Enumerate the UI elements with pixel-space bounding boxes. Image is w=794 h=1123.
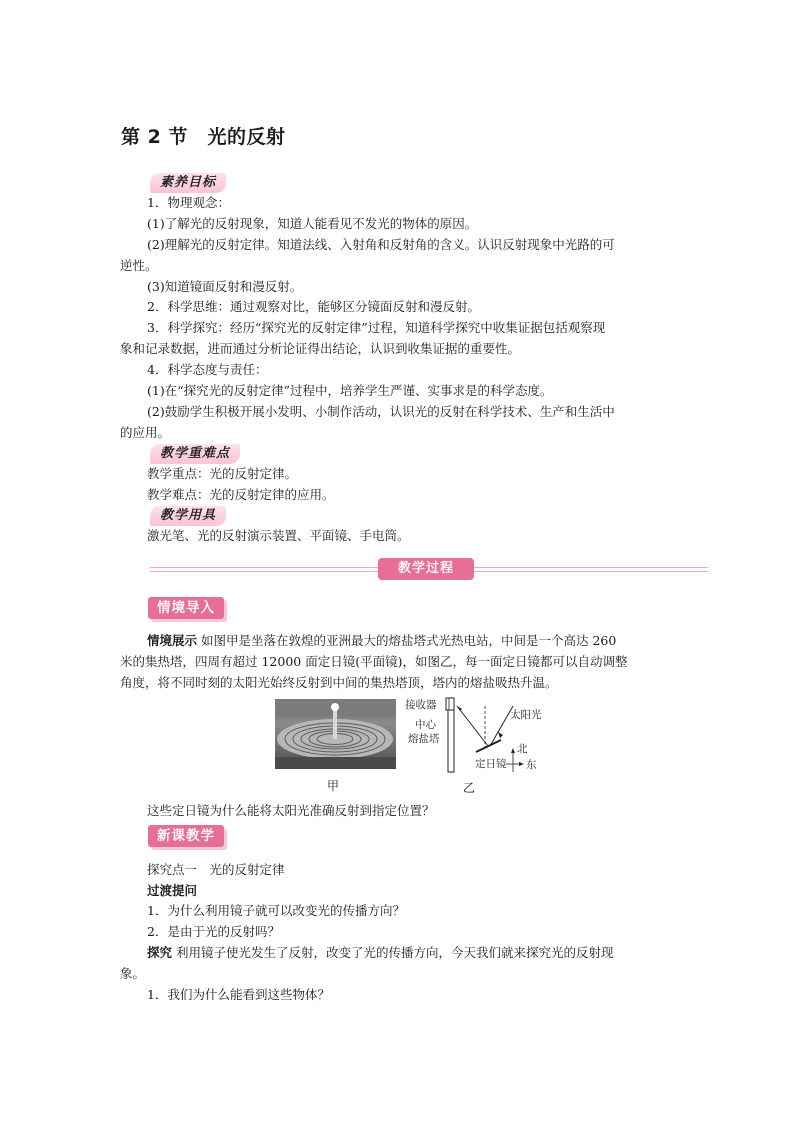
diagram-label-east: 东 bbox=[526, 759, 537, 771]
heliostat-diagram bbox=[400, 696, 590, 774]
reflected-ray bbox=[457, 706, 488, 746]
explore-text: 利用镜子使光发生了反射，改变了光的传播方向，今天我们就来探究光的反射现 bbox=[176, 945, 614, 960]
goal-line: (2)理解光的反射定律。知道法线、入射角和反射角的含义。认识反射现象中光路的可 bbox=[147, 237, 615, 252]
goal-line: (1)了解光的反射现象，知道人能看见不发光的物体的原因。 bbox=[147, 216, 478, 231]
process-label: 教学过程 bbox=[378, 558, 474, 580]
goal-line: 象和记录数据，进而通过分析论证得出结论，认识到收集证据的重要性。 bbox=[120, 341, 521, 356]
goal-line: 2．科学思维：通过观察对比，能够区分镜面反射和漫反射。 bbox=[147, 299, 480, 314]
page-title: 第 2 节 光的反射 bbox=[121, 126, 286, 148]
explore-lead: 探究 bbox=[147, 945, 173, 960]
goal-line: (1)在“探究光的反射定律”过程中，培养学生严谨、实事求是的科学态度。 bbox=[147, 383, 553, 398]
goal-line: (2)鼓励学生积极开展小发明、小制作活动，认识光的反射在科学技术、生产和生活中 bbox=[147, 404, 615, 419]
diagram-label-mirror: 定日镜 bbox=[475, 758, 507, 770]
heliostat-mirror bbox=[476, 740, 501, 752]
lesson-explore bbox=[120, 943, 707, 963]
diagram-label-north: 北 bbox=[517, 743, 528, 755]
lesson-explore-cont: 象。 bbox=[120, 966, 146, 981]
section-badge-tools: 教学用具 bbox=[150, 506, 226, 526]
lesson-question: 2．是由于光的反射吗？ bbox=[147, 924, 280, 939]
goal-line: 1．物理观念： bbox=[147, 195, 230, 210]
diagram-label-receiver: 接收器 bbox=[405, 699, 437, 711]
section-badge-keypoints: 教学重难点 bbox=[150, 444, 240, 464]
intro-text: 如图甲是坐落在敦煌的亚洲最大的熔盐塔式光热电站，中间是一个高达 260 bbox=[201, 633, 617, 648]
intro-line: 米的集热塔，四周有超过 12000 面定日镜(平面镜)，如图乙，每一面定日镜都可以自动调整 bbox=[120, 654, 628, 669]
keypoint-line: 教学难点：光的反射定律的应用。 bbox=[147, 487, 335, 502]
tools-line: 激光笔、光的反射演示装置、平面镜、手电筒。 bbox=[147, 528, 410, 543]
intro-lead: 情境展示 bbox=[147, 633, 198, 648]
goal-line: (3)知道镜面反射和漫反射。 bbox=[147, 279, 303, 294]
figure-label-a: 甲 bbox=[327, 779, 340, 793]
intro-line bbox=[120, 631, 707, 651]
goal-line: 4．科学态度与责任： bbox=[147, 362, 268, 377]
tower-shape bbox=[448, 710, 454, 772]
diagram-label-tower-1: 中心 bbox=[415, 719, 436, 731]
receiver-box bbox=[446, 698, 454, 710]
section-badge-goals: 素养目标 bbox=[150, 173, 226, 193]
goal-line: 的应用。 bbox=[120, 425, 171, 440]
lesson-question: 1．我们为什么能看到这些物体？ bbox=[147, 987, 330, 1002]
section-divider-process bbox=[150, 562, 708, 578]
solar-plant-photo bbox=[275, 699, 396, 769]
lesson-transition: 过渡提问 bbox=[147, 883, 198, 898]
keypoint-line: 教学重点：光的反射定律。 bbox=[147, 466, 298, 481]
goal-line: 逆性。 bbox=[120, 258, 158, 273]
diagram-label-tower-2: 熔盐塔 bbox=[408, 733, 440, 745]
solar-plant-illustration bbox=[275, 699, 396, 769]
goal-line: 3．科学探究：经历“探究光的反射定律”过程，知道科学探究中收集证据包括观察现 bbox=[147, 320, 606, 335]
lesson-question: 1．为什么利用镜子就可以改变光的传播方向？ bbox=[147, 903, 405, 918]
diagram-label-sun: 太阳光 bbox=[510, 709, 542, 721]
section-badge-intro: 情境导入 bbox=[148, 597, 224, 619]
section-badge-newlesson: 新课教学 bbox=[148, 825, 224, 847]
lesson-topic: 探究点一 光的反射定律 bbox=[147, 862, 285, 877]
figure-label-b: 乙 bbox=[463, 781, 476, 795]
intro-question: 这些定日镜为什么能将太阳光准确反射到指定位置？ bbox=[147, 803, 435, 818]
intro-line: 角度，将不同时刻的太阳光始终反射到中间的集热塔顶，塔内的熔盐吸热升温。 bbox=[120, 675, 558, 690]
